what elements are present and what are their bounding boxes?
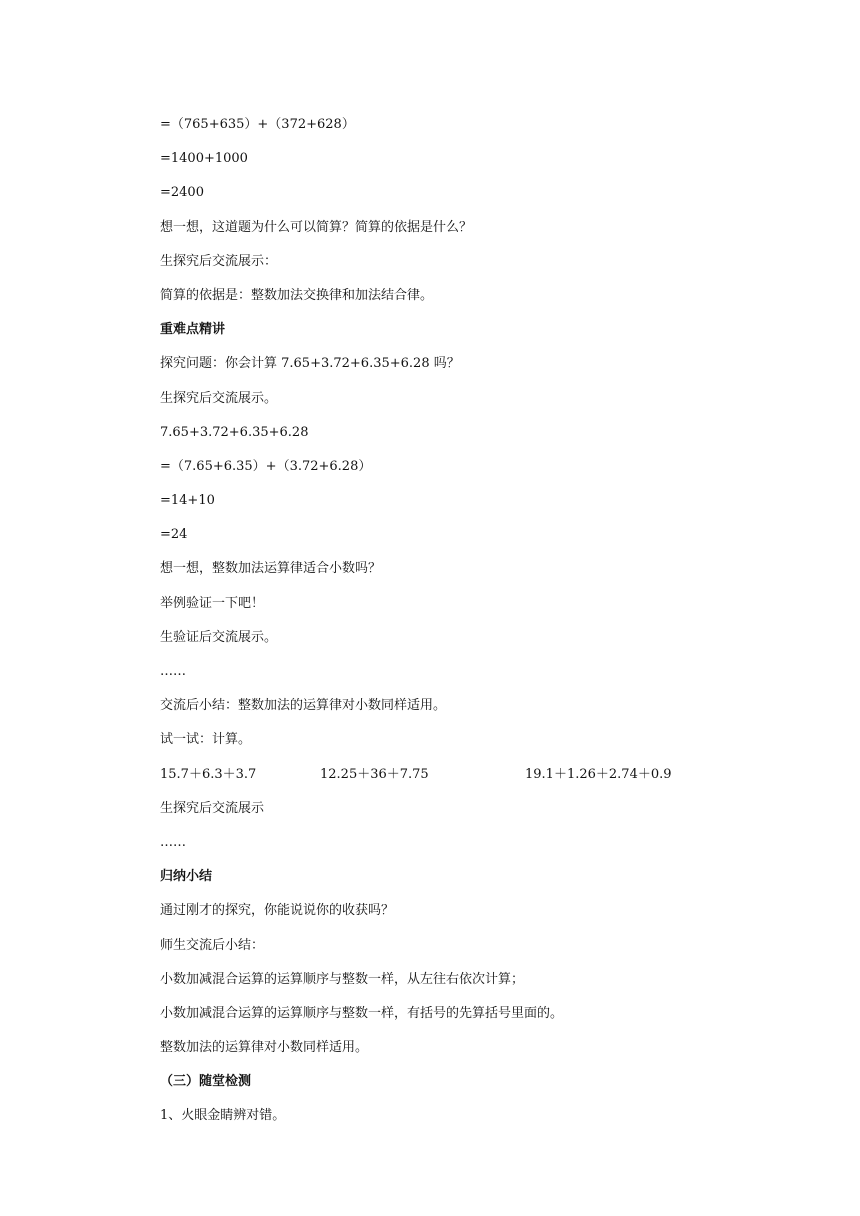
- exercise-item: 19.1＋1.26＋2.74＋0.9: [525, 766, 672, 782]
- section-heading-key-points: 重难点精讲: [160, 322, 226, 338]
- exercise-item: 12.25＋36＋7.75: [320, 766, 429, 782]
- question-text: 想一想，这道题为什么可以简算？简算的依据是什么？: [160, 219, 473, 235]
- question-text: 想一想，整数加法运算律适合小数吗？: [160, 561, 382, 577]
- equation-line: =14+10: [160, 493, 215, 509]
- equation-line: =2400: [160, 185, 204, 201]
- paragraph-text: 简算的依据是：整数加法交换律和加法结合律。: [160, 287, 434, 303]
- paragraph-text: 生探究后交流展示: [160, 800, 265, 816]
- summary-text: 小数加减混合运算的运算顺序与整数一样，从左往右依次计算；: [160, 971, 525, 987]
- paragraph-text: 生探究后交流展示。: [160, 390, 278, 406]
- summary-text: 小数加减混合运算的运算顺序与整数一样，有括号的先算括号里面的。: [160, 1005, 564, 1021]
- paragraph-text: 生验证后交流展示。: [160, 629, 278, 645]
- equation-line: =（7.65+6.35）+（3.72+6.28）: [160, 458, 372, 474]
- equation-line: =1400+1000: [160, 151, 248, 167]
- exercise-item: 15.7＋6.3＋3.7: [160, 766, 257, 782]
- question-text: 通过刚才的探究，你能说说你的收获吗？: [160, 903, 395, 919]
- ellipsis-text: ……: [160, 664, 186, 679]
- exercise-row: [160, 758, 800, 792]
- exercise-prompt: 试一试：计算。: [160, 732, 252, 748]
- section-heading-summary: 归纳小结: [160, 869, 213, 885]
- document-page: [160, 108, 800, 1134]
- section-heading-classroom-test: （三）随堂检测: [160, 1074, 252, 1090]
- exercise-prompt: 1、火眼金睛辨对错。: [160, 1108, 286, 1124]
- paragraph-text: 举例验证一下吧！: [160, 595, 265, 611]
- equation-line: 7.65+3.72+6.35+6.28: [160, 424, 309, 440]
- equation-line: =（765+635）+（372+628）: [160, 117, 355, 132]
- summary-text: 整数加法的运算律对小数同样适用。: [160, 1040, 369, 1056]
- paragraph-text: 师生交流后小结：: [160, 937, 265, 953]
- ellipsis-text: ……: [160, 834, 186, 850]
- paragraph-text: 生探究后交流展示：: [160, 253, 278, 269]
- summary-text: 交流后小结：整数加法的运算律对小数同样适用。: [160, 698, 447, 714]
- question-text: 探究问题：你会计算 7.65+3.72+6.35+6.28 吗？: [160, 356, 460, 372]
- equation-line: =24: [160, 527, 188, 543]
